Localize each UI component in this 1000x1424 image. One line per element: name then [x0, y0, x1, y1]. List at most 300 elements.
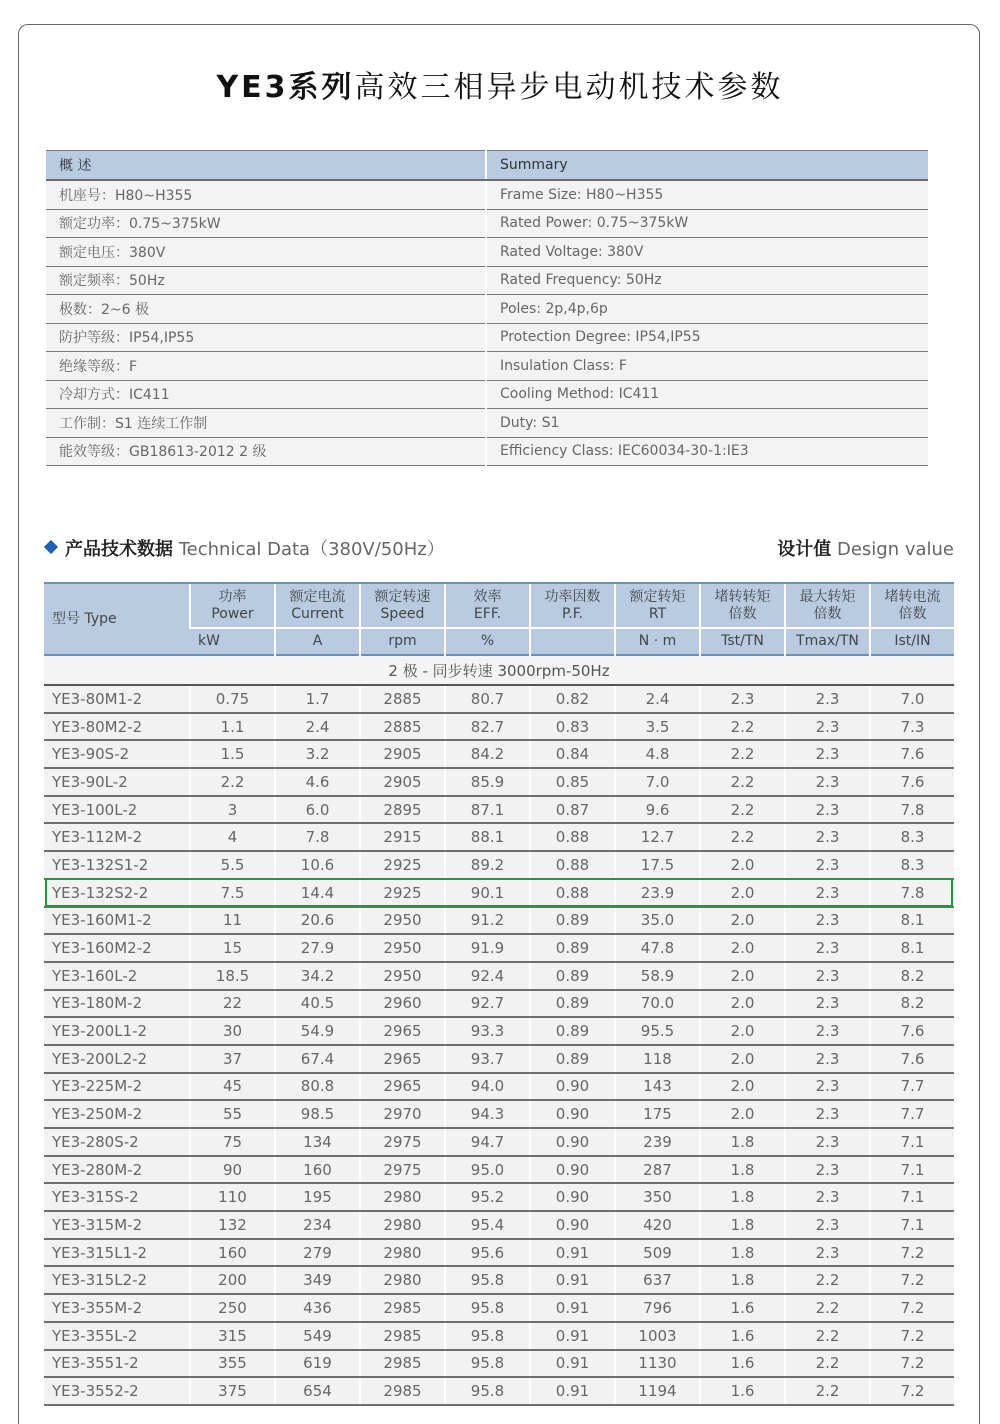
model-cell: YE3-90S-2: [44, 740, 190, 768]
value-cell: 88.1: [445, 823, 530, 851]
value-cell: 95.4: [445, 1211, 530, 1239]
column-unit: N · m: [615, 628, 700, 655]
value-cell: 1130: [615, 1350, 700, 1378]
model-cell: YE3-315S-2: [44, 1183, 190, 1211]
value-cell: 2.2: [785, 1266, 870, 1294]
column-unit: kW: [190, 628, 275, 655]
value-cell: 2950: [360, 962, 445, 990]
value-cell: 2.2: [785, 1377, 870, 1405]
value-cell: 3: [190, 796, 275, 824]
model-cell: YE3-132S2-2: [44, 879, 190, 907]
column-unit: Tst/TN: [700, 628, 785, 655]
model-cell: YE3-80M2-2: [44, 713, 190, 741]
value-cell: 160: [275, 1156, 360, 1184]
value-cell: 4: [190, 823, 275, 851]
value-cell: 0.82: [530, 685, 615, 713]
column-header-cn: 堵转转矩: [714, 588, 771, 605]
model-cell: YE3-90L-2: [44, 768, 190, 796]
value-cell: 1.5: [190, 740, 275, 768]
value-cell: 2.2: [190, 768, 275, 796]
value-cell: 2.3: [785, 1183, 870, 1211]
value-cell: 175: [615, 1100, 700, 1128]
section-title-en: Technical Data（380V/50Hz）: [173, 539, 445, 560]
summary-en: Rated Voltage: 380V: [486, 238, 928, 267]
value-cell: 87.1: [445, 796, 530, 824]
summary-en: Cooling Method: IC411: [486, 380, 928, 409]
table-row: [44, 851, 954, 879]
summary-en: Insulation Class: F: [486, 352, 928, 381]
value-cell: 1.7: [275, 685, 360, 713]
column-unit: [530, 628, 615, 655]
table-row: [44, 1266, 954, 1294]
column-header-cn: 效率: [473, 588, 502, 605]
value-cell: 2.3: [785, 934, 870, 962]
model-cell: YE3-280M-2: [44, 1156, 190, 1184]
value-cell: 7.1: [870, 1183, 954, 1211]
column-header-cn: 最大转矩: [799, 588, 856, 605]
value-cell: 2.0: [700, 1017, 785, 1045]
value-cell: 7.2: [870, 1266, 954, 1294]
value-cell: 7.1: [870, 1156, 954, 1184]
value-cell: 93.7: [445, 1045, 530, 1073]
value-cell: 2.3: [785, 823, 870, 851]
value-cell: 436: [275, 1294, 360, 1322]
model-cell: YE3-132S1-2: [44, 851, 190, 879]
column-header: [275, 583, 360, 628]
value-cell: 90.1: [445, 879, 530, 907]
value-cell: 2905: [360, 740, 445, 768]
value-cell: 14.4: [275, 879, 360, 907]
value-cell: 93.3: [445, 1017, 530, 1045]
column-header-en: EFF.: [473, 605, 502, 622]
value-cell: 2.3: [785, 1073, 870, 1101]
table-row: [44, 1128, 954, 1156]
table-row: [44, 1100, 954, 1128]
value-cell: 0.91: [530, 1239, 615, 1267]
value-cell: 95.6: [445, 1239, 530, 1267]
summary-cn: 冷却方式：IC411: [46, 380, 486, 409]
value-cell: 84.2: [445, 740, 530, 768]
value-cell: 1.6: [700, 1322, 785, 1350]
table-row: [44, 685, 954, 713]
value-cell: 7.7: [870, 1100, 954, 1128]
value-cell: 2.3: [785, 796, 870, 824]
value-cell: 2975: [360, 1156, 445, 1184]
value-cell: 92.4: [445, 962, 530, 990]
column-header-en: P.F.: [562, 605, 583, 622]
table-row: [44, 823, 954, 851]
value-cell: 287: [615, 1156, 700, 1184]
value-cell: 1.8: [700, 1239, 785, 1267]
value-cell: 2980: [360, 1266, 445, 1294]
value-cell: 70.0: [615, 990, 700, 1018]
value-cell: 2885: [360, 685, 445, 713]
value-cell: 2975: [360, 1128, 445, 1156]
value-cell: 22: [190, 990, 275, 1018]
value-cell: 118: [615, 1045, 700, 1073]
value-cell: 7.8: [870, 796, 954, 824]
value-cell: 1.8: [700, 1156, 785, 1184]
value-cell: 12.7: [615, 823, 700, 851]
value-cell: 94.0: [445, 1073, 530, 1101]
column-header-en: 倍数: [813, 605, 842, 622]
value-cell: 1.1: [190, 713, 275, 741]
value-cell: 2895: [360, 796, 445, 824]
value-cell: 80.8: [275, 1073, 360, 1101]
column-header-cn: 功率因数: [544, 588, 601, 605]
value-cell: 58.9: [615, 962, 700, 990]
value-cell: 11: [190, 907, 275, 935]
table-row: [44, 1294, 954, 1322]
value-cell: 0.91: [530, 1266, 615, 1294]
value-cell: 2980: [360, 1183, 445, 1211]
column-header: [870, 583, 954, 628]
model-cell: YE3-315L2-2: [44, 1266, 190, 1294]
summary-row: [46, 323, 928, 352]
value-cell: 2.0: [700, 879, 785, 907]
value-cell: 2.0: [700, 962, 785, 990]
value-cell: 95.8: [445, 1377, 530, 1405]
model-cell: YE3-112M-2: [44, 823, 190, 851]
value-cell: 7.3: [870, 713, 954, 741]
value-cell: 89.2: [445, 851, 530, 879]
summary-en: Frame Size: H80~H355: [486, 180, 928, 209]
column-header: [785, 583, 870, 628]
table-row: [44, 879, 954, 907]
value-cell: 27.9: [275, 934, 360, 962]
value-cell: 82.7: [445, 713, 530, 741]
value-cell: 54.9: [275, 1017, 360, 1045]
value-cell: 8.3: [870, 851, 954, 879]
group-row: [44, 655, 954, 685]
table-row: [44, 740, 954, 768]
summary-cn: 能效等级：GB18613-2012 2 级: [46, 437, 486, 466]
value-cell: 2905: [360, 768, 445, 796]
table-row: [44, 713, 954, 741]
value-cell: 0.84: [530, 740, 615, 768]
value-cell: 375: [190, 1377, 275, 1405]
summary-row: [46, 209, 928, 238]
model-cell: YE3-3551-2: [44, 1350, 190, 1378]
value-cell: 2.3: [785, 1211, 870, 1239]
column-header-en: Power: [211, 605, 254, 622]
model-cell: YE3-250M-2: [44, 1100, 190, 1128]
value-cell: 95.8: [445, 1350, 530, 1378]
value-cell: 7.5: [190, 879, 275, 907]
summary-row: [46, 380, 928, 409]
type-column-header: 型号 Type: [44, 583, 190, 655]
summary-row: [46, 266, 928, 295]
value-cell: 0.91: [530, 1294, 615, 1322]
value-cell: 132: [190, 1211, 275, 1239]
value-cell: 2915: [360, 823, 445, 851]
value-cell: 2960: [360, 990, 445, 1018]
model-cell: YE3-3552-2: [44, 1377, 190, 1405]
value-cell: 2.4: [615, 685, 700, 713]
value-cell: 2.2: [700, 713, 785, 741]
value-cell: 2.2: [700, 796, 785, 824]
value-cell: 0.91: [530, 1377, 615, 1405]
value-cell: 200: [190, 1266, 275, 1294]
value-cell: 8.2: [870, 962, 954, 990]
value-cell: 7.6: [870, 1045, 954, 1073]
summary-en: Rated Frequency: 50Hz: [486, 266, 928, 295]
model-cell: YE3-160M1-2: [44, 907, 190, 935]
value-cell: 23.9: [615, 879, 700, 907]
value-cell: 0.75: [190, 685, 275, 713]
value-cell: 549: [275, 1322, 360, 1350]
value-cell: 654: [275, 1377, 360, 1405]
page-title: [0, 62, 1000, 106]
value-cell: 2950: [360, 907, 445, 935]
value-cell: 7.6: [870, 1017, 954, 1045]
value-cell: 2.3: [785, 962, 870, 990]
value-cell: 7.1: [870, 1128, 954, 1156]
value-cell: 2.0: [700, 990, 785, 1018]
value-cell: 2925: [360, 879, 445, 907]
value-cell: 143: [615, 1073, 700, 1101]
value-cell: 4.6: [275, 768, 360, 796]
table-row: [44, 1183, 954, 1211]
value-cell: 2.0: [700, 1073, 785, 1101]
value-cell: 2.3: [785, 879, 870, 907]
value-cell: 2.3: [785, 990, 870, 1018]
value-cell: 2.3: [785, 1156, 870, 1184]
value-cell: 350: [615, 1183, 700, 1211]
value-cell: 2950: [360, 934, 445, 962]
model-cell: YE3-160L-2: [44, 962, 190, 990]
value-cell: 2.3: [785, 1100, 870, 1128]
table-row: [44, 1377, 954, 1405]
value-cell: 1.6: [700, 1377, 785, 1405]
value-cell: 2.3: [785, 685, 870, 713]
value-cell: 2965: [360, 1045, 445, 1073]
value-cell: 2965: [360, 1073, 445, 1101]
value-cell: 90: [190, 1156, 275, 1184]
value-cell: 2925: [360, 851, 445, 879]
summary-row: [46, 437, 928, 466]
value-cell: 0.88: [530, 823, 615, 851]
value-cell: 91.2: [445, 907, 530, 935]
table-row: [44, 796, 954, 824]
value-cell: 8.1: [870, 907, 954, 935]
column-header: [530, 583, 615, 628]
value-cell: 2.0: [700, 1045, 785, 1073]
value-cell: 9.6: [615, 796, 700, 824]
value-cell: 30: [190, 1017, 275, 1045]
column-unit: %: [445, 628, 530, 655]
model-cell: YE3-315L1-2: [44, 1239, 190, 1267]
summary-cn: 额定频率：50Hz: [46, 266, 486, 295]
value-cell: 2.2: [700, 768, 785, 796]
design-value-en: Design value: [831, 539, 954, 560]
value-cell: 3.2: [275, 740, 360, 768]
value-cell: 80.7: [445, 685, 530, 713]
summary-header-row: [46, 151, 928, 181]
value-cell: 95.8: [445, 1322, 530, 1350]
model-cell: YE3-200L2-2: [44, 1045, 190, 1073]
value-cell: 2.3: [785, 1017, 870, 1045]
value-cell: 2.0: [700, 851, 785, 879]
value-cell: 160: [190, 1239, 275, 1267]
value-cell: 2.3: [785, 740, 870, 768]
column-header-en: 倍数: [728, 605, 757, 622]
value-cell: 2.4: [275, 713, 360, 741]
value-cell: 2.3: [785, 907, 870, 935]
value-cell: 2.2: [785, 1350, 870, 1378]
value-cell: 239: [615, 1128, 700, 1156]
model-cell: YE3-200L1-2: [44, 1017, 190, 1045]
value-cell: 18.5: [190, 962, 275, 990]
value-cell: 0.90: [530, 1211, 615, 1239]
value-cell: 0.89: [530, 907, 615, 935]
value-cell: 0.91: [530, 1322, 615, 1350]
value-cell: 10.6: [275, 851, 360, 879]
value-cell: 2965: [360, 1017, 445, 1045]
value-cell: 1.6: [700, 1294, 785, 1322]
value-cell: 234: [275, 1211, 360, 1239]
summary-cn: 绝缘等级：F: [46, 352, 486, 381]
summary-header-cn: 概 述: [46, 151, 486, 181]
diamond-bullet-icon: [44, 540, 58, 554]
table-row: [44, 1156, 954, 1184]
table-row: [44, 1017, 954, 1045]
table-row: [44, 768, 954, 796]
value-cell: 85.9: [445, 768, 530, 796]
value-cell: 6.0: [275, 796, 360, 824]
value-cell: 5.5: [190, 851, 275, 879]
value-cell: 94.3: [445, 1100, 530, 1128]
value-cell: 796: [615, 1294, 700, 1322]
value-cell: 0.83: [530, 713, 615, 741]
value-cell: 0.89: [530, 1045, 615, 1073]
value-cell: 0.89: [530, 990, 615, 1018]
value-cell: 0.89: [530, 934, 615, 962]
value-cell: 3.5: [615, 713, 700, 741]
value-cell: 0.90: [530, 1073, 615, 1101]
design-value-cn: 设计值: [777, 539, 832, 560]
value-cell: 0.88: [530, 879, 615, 907]
value-cell: 2980: [360, 1239, 445, 1267]
value-cell: 2.3: [785, 1239, 870, 1267]
value-cell: 2.2: [700, 823, 785, 851]
table-row: [44, 1322, 954, 1350]
value-cell: 4.8: [615, 740, 700, 768]
summary-cn: 极数：2~6 极: [46, 295, 486, 324]
title-series: YE3系列: [216, 70, 355, 105]
table-row: [44, 990, 954, 1018]
value-cell: 47.8: [615, 934, 700, 962]
value-cell: 2985: [360, 1350, 445, 1378]
value-cell: 315: [190, 1322, 275, 1350]
value-cell: 95.8: [445, 1266, 530, 1294]
value-cell: 75: [190, 1128, 275, 1156]
section-title-cn: 产品技术数据: [65, 539, 173, 560]
value-cell: 98.5: [275, 1100, 360, 1128]
value-cell: 2.0: [700, 907, 785, 935]
value-cell: 1003: [615, 1322, 700, 1350]
title-text: 高效三相异步电动机技术参数: [354, 70, 784, 105]
value-cell: 7.6: [870, 768, 954, 796]
value-cell: 0.87: [530, 796, 615, 824]
value-cell: 95.2: [445, 1183, 530, 1211]
value-cell: 7.7: [870, 1073, 954, 1101]
value-cell: 2.3: [785, 1128, 870, 1156]
section-title: [65, 535, 445, 561]
table-row: [44, 907, 954, 935]
summary-row: [46, 409, 928, 438]
value-cell: 2885: [360, 713, 445, 741]
value-cell: 91.9: [445, 934, 530, 962]
model-cell: YE3-80M1-2: [44, 685, 190, 713]
summary-en: Rated Power: 0.75~375kW: [486, 209, 928, 238]
value-cell: 2.3: [785, 768, 870, 796]
column-header-cn: 额定转速: [374, 588, 431, 605]
value-cell: 92.7: [445, 990, 530, 1018]
value-cell: 2980: [360, 1211, 445, 1239]
column-header-row: [44, 583, 954, 628]
table-row: [44, 1045, 954, 1073]
column-header: [615, 583, 700, 628]
model-cell: YE3-355L-2: [44, 1322, 190, 1350]
value-cell: 1194: [615, 1377, 700, 1405]
value-cell: 2.3: [700, 685, 785, 713]
value-cell: 94.7: [445, 1128, 530, 1156]
value-cell: 2985: [360, 1294, 445, 1322]
value-cell: 2970: [360, 1100, 445, 1128]
column-header-en: 倍数: [898, 605, 927, 622]
summary-row: [46, 180, 928, 209]
value-cell: 67.4: [275, 1045, 360, 1073]
value-cell: 0.91: [530, 1350, 615, 1378]
value-cell: 7.2: [870, 1239, 954, 1267]
value-cell: 7.6: [870, 740, 954, 768]
summary-cn: 机座号：H80~H355: [46, 180, 486, 209]
value-cell: 2.3: [785, 1045, 870, 1073]
value-cell: 134: [275, 1128, 360, 1156]
value-cell: 7.1: [870, 1211, 954, 1239]
value-cell: 1.8: [700, 1211, 785, 1239]
summary-en: Duty: S1: [486, 409, 928, 438]
model-cell: YE3-100L-2: [44, 796, 190, 824]
value-cell: 7.8: [275, 823, 360, 851]
value-cell: 110: [190, 1183, 275, 1211]
value-cell: 7.8: [870, 879, 954, 907]
value-cell: 0.90: [530, 1100, 615, 1128]
column-unit: Ist/IN: [870, 628, 954, 655]
summary-cn: 防护等级：IP54,IP55: [46, 323, 486, 352]
summary-en: Poles: 2p,4p,6p: [486, 295, 928, 324]
value-cell: 2985: [360, 1322, 445, 1350]
technical-data-heading: [46, 535, 954, 561]
column-header: [700, 583, 785, 628]
column-header-cn: 功率: [218, 588, 247, 605]
table-row: [44, 1239, 954, 1267]
value-cell: 619: [275, 1350, 360, 1378]
value-cell: 0.90: [530, 1128, 615, 1156]
value-cell: 95.8: [445, 1294, 530, 1322]
value-cell: 20.6: [275, 907, 360, 935]
value-cell: 15: [190, 934, 275, 962]
value-cell: 35.0: [615, 907, 700, 935]
value-cell: 2.3: [785, 713, 870, 741]
value-cell: 0.85: [530, 768, 615, 796]
value-cell: 279: [275, 1239, 360, 1267]
value-cell: 250: [190, 1294, 275, 1322]
summary-table: [46, 150, 928, 466]
value-cell: 8.1: [870, 934, 954, 962]
value-cell: 420: [615, 1211, 700, 1239]
